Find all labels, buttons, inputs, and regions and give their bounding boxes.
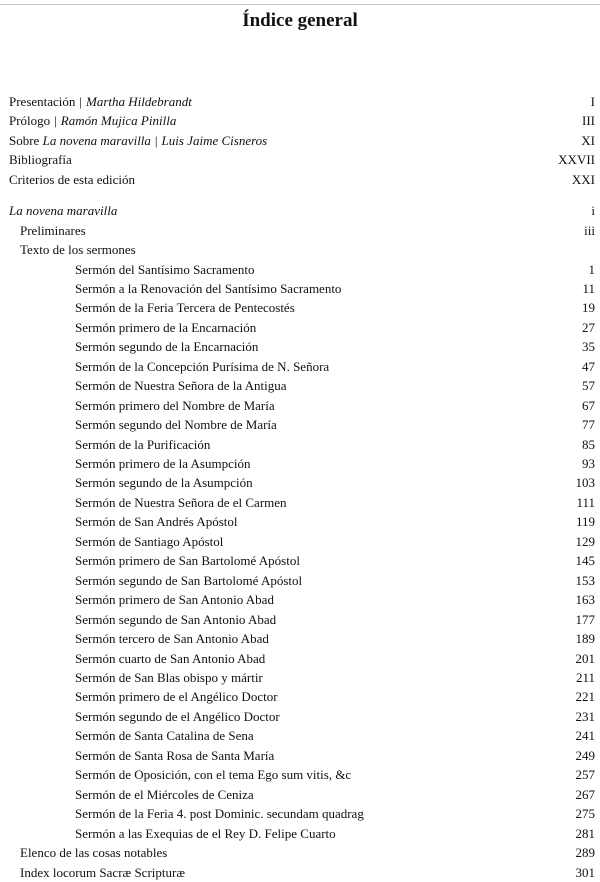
page-number: 177 xyxy=(575,611,595,627)
page-number: 257 xyxy=(575,767,595,783)
page-number: 231 xyxy=(575,708,595,724)
toc-entry-sermon[interactable] xyxy=(0,473,600,492)
entry-label: Presentación | Martha Hildebrandt xyxy=(9,94,192,109)
page-number: 145 xyxy=(575,553,595,569)
entry-label: Bibliografía xyxy=(9,152,72,168)
entry-label: Sermón de el Miércoles de Ceniza xyxy=(75,786,254,802)
entry-label: Index locorum Sacræ Scripturæ xyxy=(20,864,185,880)
page-number: 211 xyxy=(575,669,595,685)
toc-entry-sermon[interactable] xyxy=(0,571,600,590)
entry-label: Sermón segundo de la Asumpción xyxy=(75,475,253,491)
page-number: 267 xyxy=(575,786,595,802)
entry-label: Sermón primero de San Bartolomé Apóstol xyxy=(75,553,300,569)
toc-entry-texto-de-los-sermones[interactable] xyxy=(0,240,600,259)
entry-label: Sermón a las Exequias de el Rey D. Felipe Cuarto xyxy=(75,825,336,841)
page-number: III xyxy=(582,113,595,129)
page-number: 11 xyxy=(582,280,595,296)
toc-entry-sermon[interactable] xyxy=(0,804,600,823)
entry-label: Sermón de Santiago Apóstol xyxy=(75,533,224,549)
toc-entry-sermon[interactable] xyxy=(0,746,600,765)
page-number: 301 xyxy=(575,864,595,880)
toc-entry-sermon[interactable] xyxy=(0,610,600,629)
page-number: 163 xyxy=(575,592,595,608)
entry-label: Sermón cuarto de San Antonio Abad xyxy=(75,650,266,666)
toc-entry-sermon[interactable] xyxy=(0,590,600,609)
toc-entry-sermon[interactable] xyxy=(0,318,600,337)
toc-entry-sermon[interactable] xyxy=(0,415,600,434)
entry-label: Sermón de la Purificación xyxy=(75,436,211,452)
page-number: I xyxy=(590,94,595,109)
entry-label: Prólogo | Ramón Mujica Pinilla xyxy=(9,113,177,129)
toc-entry-presentacion[interactable] xyxy=(0,92,600,111)
toc-entry-index-locorum[interactable] xyxy=(0,863,600,882)
entry-label: Sermón segundo de la Encarnación xyxy=(75,339,259,355)
entry-label: Sermón segundo de San Antonio Abad xyxy=(75,611,277,627)
page-number: 153 xyxy=(575,572,595,588)
page-number: 27 xyxy=(582,319,595,335)
entry-label: Texto de los sermones xyxy=(20,242,136,258)
toc-entry-bibliografia[interactable] xyxy=(0,150,600,169)
page-number: 35 xyxy=(582,339,595,355)
page-number: XXVII xyxy=(558,152,595,168)
toc-entry-preliminares[interactable] xyxy=(0,221,600,240)
page-number: iii xyxy=(584,222,595,238)
toc-entry-la-novena-maravilla[interactable] xyxy=(0,201,600,220)
page-number: 189 xyxy=(575,631,595,647)
entry-label: Sermón segundo de el Angélico Doctor xyxy=(75,708,280,724)
entry-label: Sermón de Oposición, con el tema Ego sum vitis, &c xyxy=(75,767,352,783)
entry-label: Criterios de esta edición xyxy=(9,171,135,187)
entry-label: Sermón tercero de San Antonio Abad xyxy=(75,631,269,647)
page-number: 275 xyxy=(575,806,595,822)
toc-entry-sermon[interactable] xyxy=(0,435,600,454)
toc-entry-sermon[interactable] xyxy=(0,726,600,745)
page-number: i xyxy=(591,203,595,219)
page-number: 119 xyxy=(575,514,595,530)
page-number: 129 xyxy=(575,533,595,549)
entry-label: Elenco de las cosas notables xyxy=(20,845,168,861)
page-number: 249 xyxy=(575,747,595,763)
toc-entry-elenco[interactable] xyxy=(0,843,600,862)
page-number: 47 xyxy=(582,358,595,374)
entry-label: Sermón de San Andrés Apóstol xyxy=(75,514,238,530)
entry-label: Sermón de la Concepción Purísima de N. Señora xyxy=(75,358,330,374)
page-number: 111 xyxy=(576,494,595,510)
entry-label: Sermón primero del Nombre de María xyxy=(75,397,275,413)
toc-entry-sermon[interactable] xyxy=(0,765,600,784)
page-number: 281 xyxy=(575,825,595,841)
page-number: 1 xyxy=(588,261,595,277)
toc-entry-sermon[interactable] xyxy=(0,396,600,415)
entry-label: Sermón de Nuestra Señora de el Carmen xyxy=(75,494,287,510)
toc-entry-criterios[interactable] xyxy=(0,170,600,189)
toc-entry-sermon[interactable] xyxy=(0,454,600,473)
entry-label: Sermón de Santa Catalina de Sena xyxy=(75,728,254,744)
entry-label: Sermón de la Feria 4. post Dominic. secundam quadrag xyxy=(75,806,364,822)
entry-label: Preliminares xyxy=(20,222,86,238)
toc-entry-sermon[interactable] xyxy=(0,512,600,531)
toc-entry-sermon[interactable] xyxy=(0,298,600,317)
entry-label: Sermón a la Renovación del Santísimo Sacramento xyxy=(75,280,342,296)
toc-entry-sermon[interactable] xyxy=(0,707,600,726)
toc-entry-sermon[interactable] xyxy=(0,668,600,687)
page-number: 201 xyxy=(575,650,595,666)
toc-entry-sermon[interactable] xyxy=(0,551,600,570)
toc-entry-sermon[interactable] xyxy=(0,687,600,706)
page-number: 289 xyxy=(575,845,595,861)
page-number: XI xyxy=(581,132,595,148)
toc-entry-sermon[interactable] xyxy=(0,279,600,298)
entry-label: Sobre La novena maravilla | Luis Jaime Cisneros xyxy=(9,132,268,148)
entry-label: Sermón primero de la Asumpción xyxy=(75,456,251,471)
entry-label: Sermón de la Feria Tercera de Pentecostés xyxy=(75,300,295,316)
entry-label: Sermón de Nuestra Señora de la Antigua xyxy=(75,378,287,394)
page-number: 103 xyxy=(575,475,595,491)
page-number: 221 xyxy=(575,689,595,705)
toc-entry-sermon[interactable] xyxy=(0,357,600,376)
page-number: 67 xyxy=(582,397,595,413)
top-rule xyxy=(0,4,600,5)
entry-label: Sermón de San Blas obispo y mártir xyxy=(75,669,263,685)
toc-entry-sermon[interactable] xyxy=(0,649,600,668)
toc-entry-sermon[interactable] xyxy=(0,824,600,843)
page-number: 19 xyxy=(582,300,595,316)
toc-entry-sermon[interactable] xyxy=(0,376,600,395)
toc-entry-prologo[interactable] xyxy=(0,111,600,130)
toc-entry-sermon[interactable] xyxy=(0,337,600,356)
toc-entry-sermon[interactable] xyxy=(0,785,600,804)
entry-label: Sermón del Santísimo Sacramento xyxy=(75,261,255,277)
entry-label: Sermón de Santa Rosa de Santa María xyxy=(75,747,275,763)
entry-label: Sermón segundo de San Bartolomé Apóstol xyxy=(75,572,303,588)
page-title: Índice general xyxy=(242,10,358,31)
page-number: 241 xyxy=(575,728,595,744)
page-number: 93 xyxy=(582,456,595,471)
toc-entry-sermon[interactable] xyxy=(0,532,600,551)
toc-entry-sermon[interactable] xyxy=(0,629,600,648)
page-number: 57 xyxy=(582,378,595,394)
toc-entry-sermon[interactable] xyxy=(0,260,600,279)
entry-label: Sermón primero de la Encarnación xyxy=(75,319,257,335)
entry-label: La novena maravilla xyxy=(9,203,118,219)
entry-label: Sermón primero de San Antonio Abad xyxy=(75,592,274,608)
page-number: XXI xyxy=(571,171,595,187)
entry-label: Sermón primero de el Angélico Doctor xyxy=(75,689,278,705)
toc-entry-sobre[interactable] xyxy=(0,131,600,150)
page-number: 77 xyxy=(582,417,595,433)
toc-entry-sermon[interactable] xyxy=(0,493,600,512)
entry-label: Sermón segundo del Nombre de María xyxy=(75,417,277,433)
page-number: 85 xyxy=(582,436,595,452)
